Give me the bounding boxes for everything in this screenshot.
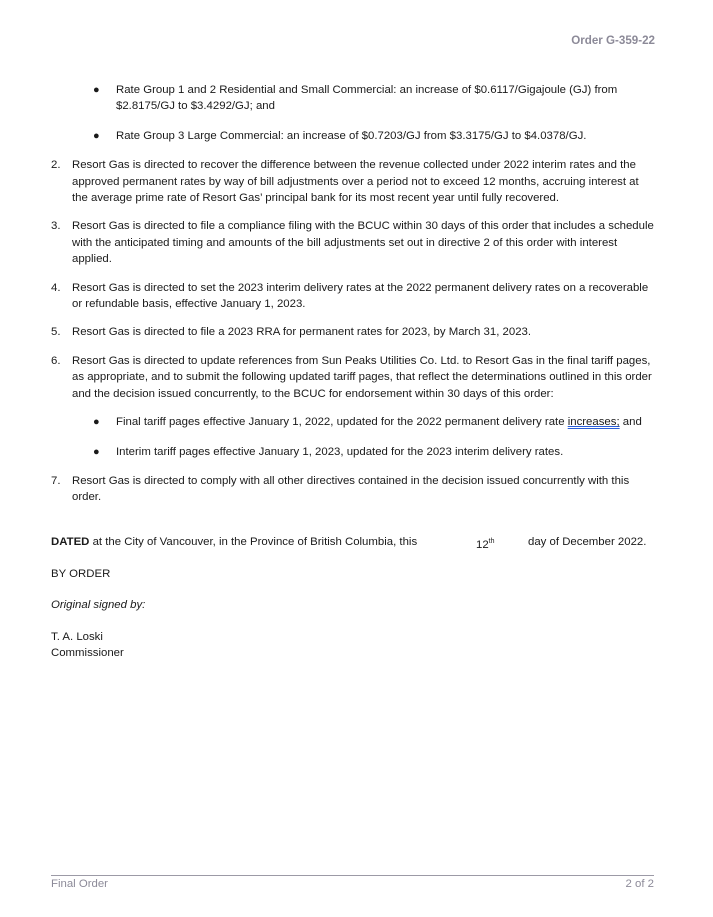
directive-4 <box>51 280 655 313</box>
order-body <box>51 82 655 661</box>
bullet-final-tariff-pages <box>51 414 655 430</box>
directive-text: Resort Gas is directed to file a 2023 RRA for permanent rates for 2023, by March 31, 2023. <box>72 326 532 339</box>
directive-number: 6. <box>51 354 61 367</box>
directive-text: Resort Gas is directed to comply with all other directives contained in the decision issued concurrently with this order. <box>72 474 630 504</box>
footer-document-type: Final Order <box>51 878 108 890</box>
by-order: BY ORDER <box>51 567 111 580</box>
dated-statement <box>51 534 655 551</box>
footer-page-number: 2 of 2 <box>625 878 654 890</box>
directive-number: 7. <box>51 474 61 487</box>
directive-text: Resort Gas is directed to set the 2023 interim delivery rates at the 2022 permanent delivery rates on a recoverable or refundable basis, effective January 1, 2023. <box>72 281 649 311</box>
directive-number: 3. <box>51 220 61 233</box>
directive-number: 4. <box>51 281 61 294</box>
directive-6 <box>51 353 655 402</box>
directive-text: Resort Gas is directed to update references from Sun Peaks Utilities Co. Ltd. to Resort Gas in the final tariff pages, as appropriate, and to submit the following updated tariff pages, that reflect the determinations outlined in this order and the decision issued concurrently, to the BCUC for endorsement within 30 days of this order: <box>72 354 652 400</box>
order-reference: Order G-359-22 <box>571 34 655 47</box>
bullet-text-tail: and <box>622 416 642 429</box>
dated-month-year: day of December 2022. <box>528 535 647 548</box>
day-suffix: th <box>488 537 495 545</box>
original-signed-by: Original signed by: <box>51 599 146 612</box>
directive-number: 5. <box>51 326 61 339</box>
directive-number: 2. <box>51 159 61 172</box>
bullet-rate-group-3 <box>51 128 655 144</box>
signer-name: T. A. Loski <box>51 630 103 643</box>
flagged-word: increases; <box>567 416 620 429</box>
footer-divider <box>51 875 654 876</box>
directive-text: Resort Gas is directed to file a compliance filing with the BCUC within 30 days of this order that includes a schedule with the anticipated timing and amounts of the bill adjustments set out in directive 2 of this order with interest applied. <box>72 220 654 266</box>
dated-day <box>476 534 495 553</box>
bullet-dot-icon: ● <box>93 84 100 96</box>
dated-location: at the City of Vancouver, in the Province of British Columbia, this <box>92 535 418 548</box>
directive-5 <box>51 324 655 340</box>
bullet-text: Final tariff pages effective January 1, 2022, updated for the 2022 permanent delivery rate <box>116 416 565 429</box>
bullet-rate-group-1-2 <box>51 82 655 115</box>
bullet-interim-tariff-pages <box>51 444 655 460</box>
dated-text <box>51 534 417 550</box>
bullet-dot-icon: ● <box>93 416 100 429</box>
bullet-dot-icon: ● <box>93 445 100 458</box>
bullet-text: Rate Group 1 and 2 Residential and Small Commercial: an increase of $0.6117/Gigajoule (GJ) from $2.8175/GJ to $3.4292/GJ; and <box>116 84 618 113</box>
dated-label: DATED <box>51 535 90 548</box>
signer-title: Commissioner <box>51 646 124 659</box>
directive-3 <box>51 218 655 267</box>
bullet-text: Rate Group 3 Large Commercial: an increase of $0.7203/GJ from $3.3175/GJ to $4.0378/GJ. <box>116 129 587 142</box>
directive-2 <box>51 157 655 206</box>
directive-7 <box>51 473 655 506</box>
bullet-text: Interim tariff pages effective January 1, 2023, updated for the 2023 interim delivery rates. <box>116 445 564 458</box>
bullet-dot-icon: ● <box>93 129 100 142</box>
directive-text: Resort Gas is directed to recover the difference between the revenue collected under 2022 interim rates and the approved permanent rates by way of bill adjustments over a period not to exceed 12 months, accruing interest at the average prime rate of Resort Gas’ principal bank for its most recent year until fully recovered. <box>72 159 639 205</box>
day-number: 12 <box>476 538 489 551</box>
